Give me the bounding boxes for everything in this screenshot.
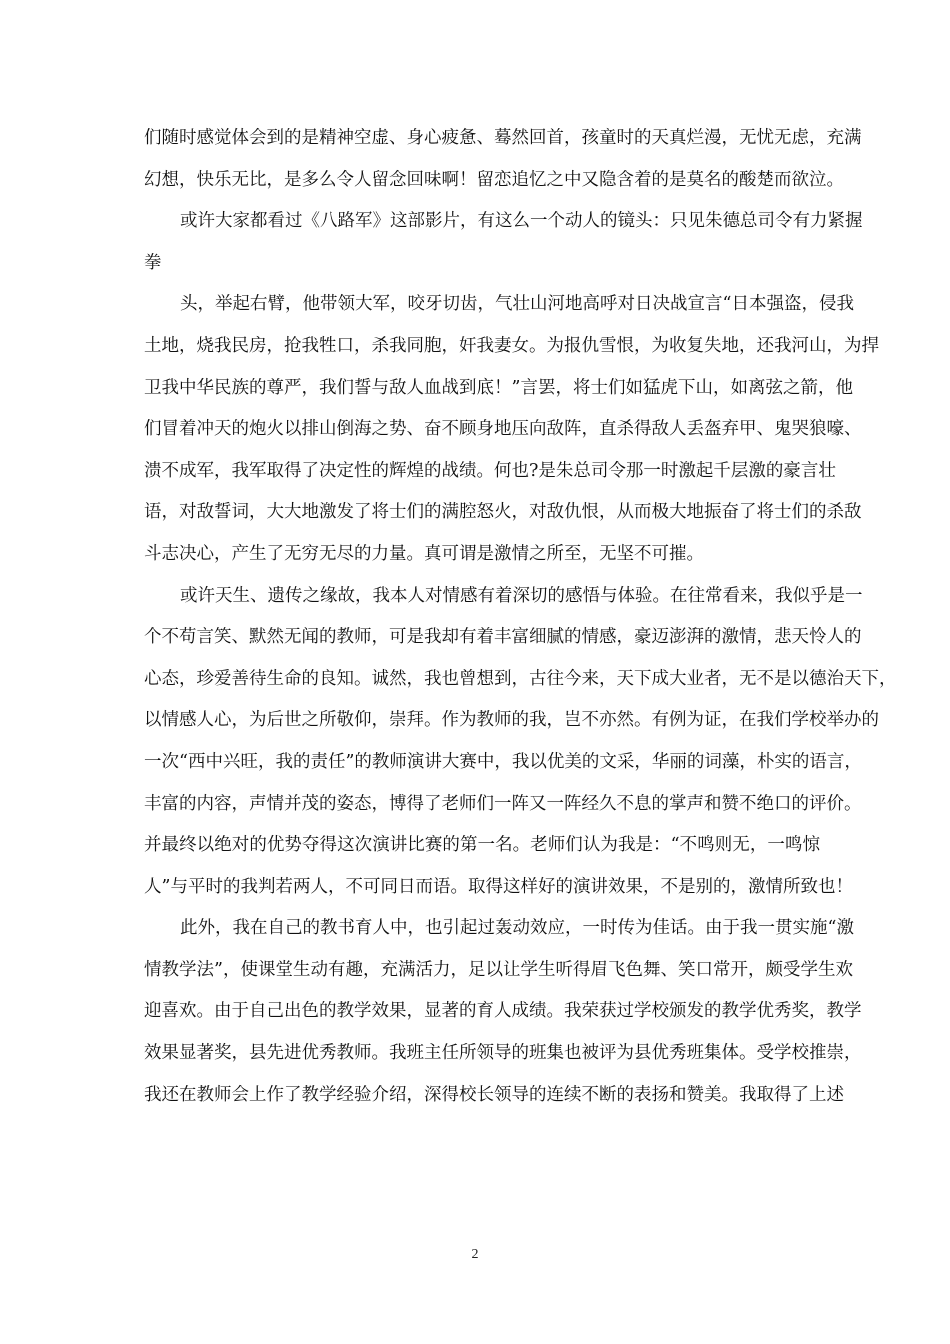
text-line: 们冒着冲天的炮火以排山倒海之势、奋不顾身地压向敌阵，直杀得敌人丢盔弃甲、鬼哭狼嚎、 — [144, 419, 862, 440]
text-line: 土地，烧我民房，抢我牲口，杀我同胞，奸我妻女。为报仇雪恨，为收复失地，还我河山，为捍 — [144, 335, 879, 356]
text-line: 并最终以绝对的优势夺得这次演讲比赛的第一名。老师们认为我是：“不鸣则无，一鸣惊 — [144, 835, 820, 856]
text-line: 或许天生、遗传之缘故，我本人对情感有着深切的感悟与体验。在往常看来，我似乎是一 — [180, 585, 863, 606]
text-line: 幻想，快乐无比，是多么令人留念回味啊！留恋追忆之中又隐含着的是莫名的酸楚而欲泣。 — [144, 169, 844, 190]
text-line: 头，举起右臂，他带领大军，咬牙切齿，气壮山河地高呼对日决战宣言“日本强盗，侵我 — [180, 294, 854, 315]
text-line: 情教学法”，使课堂生动有趣，充满活力，足以让学生听得眉飞色舞、笑口常开，颇受学生欢 — [144, 959, 853, 980]
text-line: 卫我中华民族的尊严，我们誓与敌人血战到底！”言罢，将士们如猛虎下山，如离弦之箭，他 — [144, 377, 853, 398]
text-line: 此外，我在自己的教书育人中，也引起过轰动效应，一时传为佳话。由于我一贯实施“激 — [180, 918, 854, 939]
text-line: 效果显著奖，县先进优秀教师。我班主任所领导的班集也被评为县优秀班集体。受学校推崇， — [144, 1043, 862, 1064]
text-line: 以情感人心，为后世之所敬仰，崇拜。作为教师的我，岂不亦然。有例为证，在我们学校举办的 — [144, 710, 879, 731]
text-line: 个不苟言笑、默然无闻的教师，可是我却有着丰富细腻的情感，豪迈澎湃的激情，悲天怜人的 — [144, 627, 862, 648]
page-number: 2 — [471, 1247, 479, 1262]
text-line: 心态，珍爱善待生命的良知。诚然，我也曾想到，古往今来，天下成大业者，无不是以德治天下， — [144, 668, 897, 689]
text-line: 丰富的内容，声情并茂的姿态，博得了老师们一阵又一阵经久不息的掌声和赞不绝口的评价。 — [144, 793, 862, 814]
text-line: 一次“西中兴旺，我的责任”的教师演讲大赛中，我以优美的文采，华丽的词藻，朴实的语言， — [144, 751, 862, 772]
text-line: 或许大家都看过《八路军》这部影片，有这么一个动人的镜头：只见朱德总司令有力紧握 — [180, 211, 863, 232]
body-text — [144, 118, 897, 1116]
text-line: 我还在教师会上作了教学经验介绍，深得校长领导的连续不断的表扬和赞美。我取得了上述 — [144, 1084, 844, 1105]
text-line: 语，对敌誓词，大大地激发了将士们的满腔怒火，对敌仇恨，从而极大地振奋了将士们的杀敌 — [144, 502, 862, 523]
text-line: 斗志决心，产生了无穷无尽的力量。真可谓是激情之所至，无坚不可摧。 — [144, 543, 704, 564]
text-line: 溃不成军，我军取得了决定性的辉煌的战绩。何也?是朱总司令那一时激起千层激的豪言壮 — [144, 460, 836, 481]
text-line: 迎喜欢。由于自己出色的教学效果，显著的育人成绩。我荣获过学校颁发的教学优秀奖，教学 — [144, 1001, 862, 1022]
text-line: 拳 — [144, 252, 162, 273]
text-line: 们随时感觉体会到的是精神空虚、身心疲惫、蓦然回首，孩童时的天真烂漫，无忧无虑，充满 — [144, 128, 862, 148]
text-line: 人”与平时的我判若两人，不可同日而语。取得这样好的演讲效果，不是别的，激情所致也！ — [144, 876, 853, 897]
